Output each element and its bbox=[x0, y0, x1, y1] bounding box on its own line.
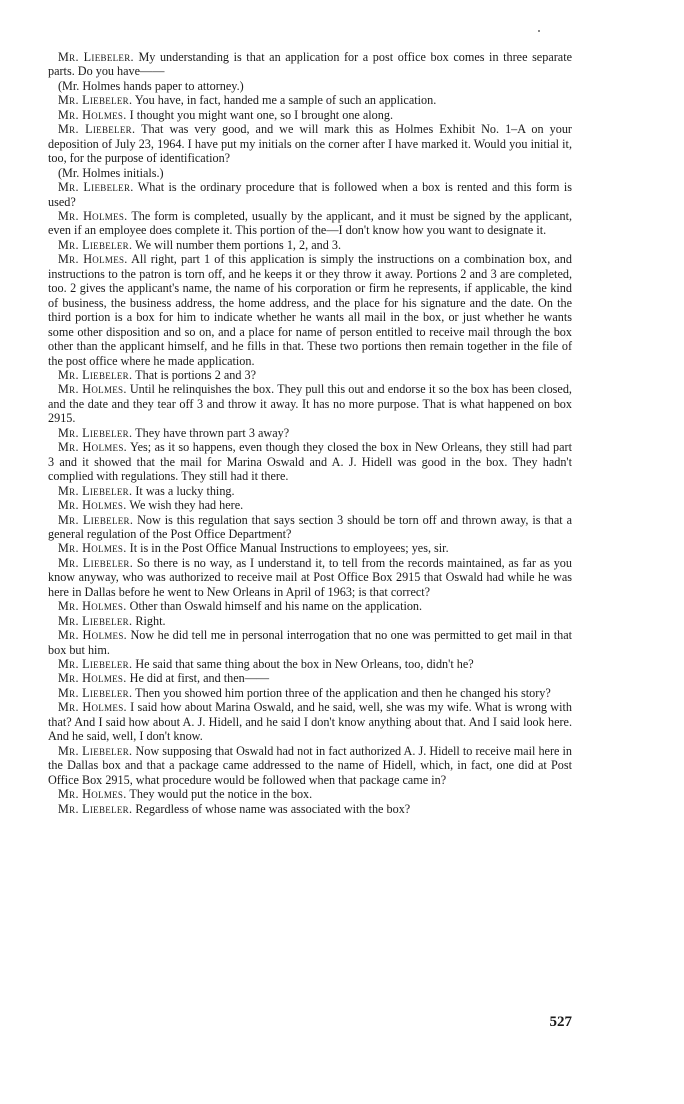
speaker-name: Mr. Liebeler. bbox=[58, 425, 133, 440]
paragraph-text: I thought you might want one, so I brought one along. bbox=[126, 107, 393, 122]
speaker-name: Mr. Liebeler. bbox=[58, 685, 133, 700]
testimony-paragraph bbox=[48, 671, 572, 685]
speaker-name: Mr. Holmes. bbox=[58, 208, 128, 223]
testimony-paragraph bbox=[48, 93, 572, 107]
paragraph-text: It was a lucky thing. bbox=[132, 483, 235, 498]
speaker-name: Mr. Liebeler. bbox=[58, 555, 134, 570]
testimony-paragraph bbox=[48, 238, 572, 252]
speaker-name: Mr. Liebeler. bbox=[58, 122, 136, 137]
paragraph-text: Regardless of whose name was associated with the box? bbox=[132, 801, 411, 816]
testimony-paragraph bbox=[48, 50, 572, 79]
testimony-paragraph bbox=[48, 368, 572, 382]
testimony-paragraph bbox=[48, 426, 572, 440]
paragraph-text: That was very good, and we will mark this as Holmes Exhibit No. 1–A on your deposition of July 23, 1964. I have put my initials on the corner after I have marked it. Would you initial it, too, for the purpose of identification? bbox=[48, 122, 572, 166]
speaker-name: Mr. Liebeler. bbox=[58, 613, 133, 628]
paragraph-text: It is in the Post Office Manual Instructions to employees; yes, sir. bbox=[126, 541, 449, 556]
paragraph-text: Now supposing that Oswald had not in fact authorized A. J. Hidell to receive mail here in the Dallas box and that a package came addressed to the name of Hidell, which, in fact, one did at Post Office Box 2915, what procedure would be followed when that package came in? bbox=[48, 743, 572, 787]
speaker-name: Mr. Holmes. bbox=[58, 628, 128, 643]
paragraph-text: They would put the notice in the box. bbox=[126, 787, 313, 802]
speaker-name: Mr. Holmes. bbox=[58, 382, 127, 397]
testimony-paragraph bbox=[48, 209, 572, 238]
scan-speck bbox=[538, 30, 540, 32]
paragraph-text: He did at first, and then—— bbox=[126, 671, 270, 686]
paragraph-text: Now is this regulation that says section 3 should be torn off and thrown away, is that a general regulation of the Post Office Department? bbox=[48, 512, 572, 541]
paragraph-text: Other than Oswald himself and his name on the application. bbox=[126, 599, 423, 614]
speaker-name: Mr. Holmes. bbox=[58, 787, 127, 802]
stage-direction bbox=[48, 166, 572, 180]
testimony-paragraph bbox=[48, 484, 572, 498]
speaker-name: Mr. Liebeler. bbox=[58, 801, 133, 816]
paragraph-text: The form is completed, usually by the applicant, and it must be signed by the applicant, even if an employee does complete it. This portion of the—I don't know how you want to designate it. bbox=[48, 208, 572, 238]
speaker-name: Mr. Liebeler. bbox=[58, 483, 133, 498]
speaker-name: Mr. Holmes. bbox=[58, 252, 128, 267]
stage-direction bbox=[48, 79, 572, 93]
testimony-paragraph bbox=[48, 122, 572, 165]
testimony-paragraph bbox=[48, 744, 572, 787]
paragraph-text: (Mr. Holmes initials.) bbox=[58, 165, 164, 180]
paragraph-text: He said that same thing about the box in New Orleans, too, didn't he? bbox=[132, 657, 474, 672]
paragraph-text: So there is no way, as I understand it, to tell from the records maintained, as far as you know anyway, who was authorized to receive mail at Post Office Box 2915 that Oswald had while he was here in Dallas before he went to New Orleans in April of 1963; is that correct? bbox=[48, 555, 572, 599]
testimony-paragraph bbox=[48, 657, 572, 671]
testimony-paragraph bbox=[48, 541, 572, 555]
speaker-name: Mr. Liebeler. bbox=[58, 512, 134, 527]
testimony-paragraph bbox=[48, 252, 572, 368]
paragraph-text: I said how about Marina Oswald, and he said, well, she was my wife. What is wrong with that? And I said how about A. J. Hidell, and he said I don't know anything about that. And I said look here. And he said, well, I don't know. bbox=[48, 700, 572, 744]
paragraph-text: Yes; as it so happens, even though they closed the box in New Orleans, they still had part 3 and it showed that the mail for Marina Oswald and A. J. Hidell was good in the box. They hadn't complied with regulations. They still had it there. bbox=[48, 440, 572, 484]
paragraph-text: That is portions 2 and 3? bbox=[132, 367, 256, 382]
testimony-paragraph bbox=[48, 382, 572, 425]
testimony-transcript bbox=[48, 50, 572, 816]
paragraph-text: All right, part 1 of this application is simply the instructions on a combination box, and instructions to the patron is torn off, and he keeps it or they throw it away. Portions 2 and 3 are completed, too. 2 gives the applicant's name, the name of his corporation or firm he represents, if applicable, the kind of business, the business address, the home address, and the place for his signature and the date. On the third portion is a box for him to indicate whether he wants all mail in the box, or just whether he wants some other disposition and so on, and a place for name of person entitled to receive mail through the box other than the applicant himself, and he fills in that. These two portions then remain together in the file of the post office where he made application. bbox=[48, 252, 572, 368]
paragraph-text: Right. bbox=[132, 613, 166, 628]
testimony-paragraph bbox=[48, 700, 572, 743]
paragraph-text: Until he relinquishes the box. They pull this out and endorse it so the box has been closed, and the date and they tear off 3 and throw it away. It has no more purpose. That is what happened on box 2915. bbox=[48, 382, 572, 426]
paragraph-text: We wish they had here. bbox=[126, 498, 244, 513]
speaker-name: Mr. Liebeler. bbox=[58, 50, 134, 64]
paragraph-text: (Mr. Holmes hands paper to attorney.) bbox=[58, 78, 244, 93]
speaker-name: Mr. Holmes. bbox=[58, 107, 127, 122]
speaker-name: Mr. Holmes. bbox=[58, 700, 127, 715]
speaker-name: Mr. Liebeler. bbox=[58, 93, 133, 108]
paragraph-text: You have, in fact, handed me a sample of such an application. bbox=[132, 93, 437, 108]
testimony-paragraph bbox=[48, 180, 572, 209]
paragraph-text: Then you showed him portion three of the application and then he changed his story? bbox=[132, 685, 551, 700]
speaker-name: Mr. Holmes. bbox=[58, 671, 127, 686]
speaker-name: Mr. Liebeler. bbox=[58, 237, 133, 252]
paragraph-text: We will number them portions 1, 2, and 3. bbox=[132, 237, 341, 252]
testimony-paragraph bbox=[48, 556, 572, 599]
speaker-name: Mr. Liebeler. bbox=[58, 657, 133, 672]
testimony-paragraph bbox=[48, 599, 572, 613]
speaker-name: Mr. Holmes. bbox=[58, 498, 127, 513]
testimony-paragraph bbox=[48, 787, 572, 801]
testimony-paragraph bbox=[48, 440, 572, 483]
paragraph-text: They have thrown part 3 away? bbox=[132, 425, 290, 440]
speaker-name: Mr. Liebeler. bbox=[58, 180, 134, 195]
speaker-name: Mr. Liebeler. bbox=[58, 743, 133, 758]
speaker-name: Mr. Liebeler. bbox=[58, 367, 133, 382]
testimony-paragraph bbox=[48, 614, 572, 628]
speaker-name: Mr. Holmes. bbox=[58, 440, 127, 455]
speaker-name: Mr. Holmes. bbox=[58, 541, 127, 556]
testimony-paragraph bbox=[48, 513, 572, 542]
page-number: 527 bbox=[549, 1014, 572, 1030]
testimony-paragraph bbox=[48, 686, 572, 700]
paragraph-text: What is the ordinary procedure that is followed when a box is rented and this form is used? bbox=[48, 180, 572, 209]
testimony-paragraph bbox=[48, 108, 572, 122]
paragraph-text: Now he did tell me in personal interrogation that no one was permitted to get mail in that box but him. bbox=[48, 628, 572, 657]
speaker-name: Mr. Holmes. bbox=[58, 599, 127, 614]
testimony-paragraph bbox=[48, 498, 572, 512]
testimony-paragraph bbox=[48, 802, 572, 816]
testimony-paragraph bbox=[48, 628, 572, 657]
paragraph-text: My understanding is that an application for a post office box comes in three separate parts. Do you have—— bbox=[48, 50, 572, 79]
